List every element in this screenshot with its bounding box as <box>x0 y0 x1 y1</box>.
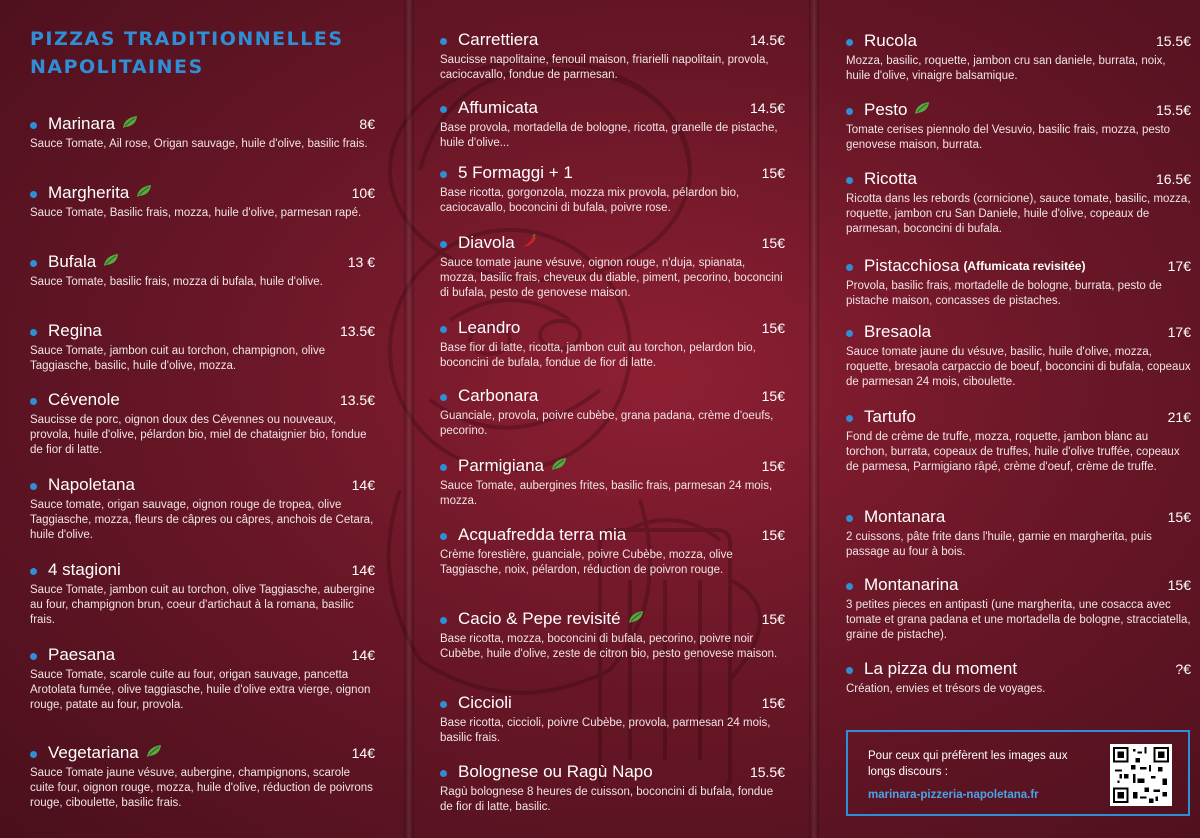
pizza-subtitle: (Affumicata revisitée) <box>963 259 1086 273</box>
leaf-icon <box>551 457 567 476</box>
menu-item <box>440 607 785 662</box>
menu-item <box>30 181 375 221</box>
pizza-price: 15€ <box>1167 509 1191 525</box>
menu-item-header <box>846 29 1191 53</box>
bullet-icon <box>30 568 37 575</box>
pizza-name: Montanarina <box>864 575 959 594</box>
menu-item-header <box>440 760 785 784</box>
pizza-name: Bresaola <box>864 322 932 341</box>
pizza-name: Bufala <box>48 252 97 271</box>
bullet-icon <box>440 38 447 45</box>
pizza-price: 15.5€ <box>1155 102 1191 118</box>
bullet-icon <box>30 751 37 758</box>
pizza-description: 3 petites pieces en antipasti (une margherita, une cosacca avec tomate et grana padana et une mortadella de bologne, stracciatella, graine de pistache). <box>846 599 1191 641</box>
bullet-icon <box>440 770 447 777</box>
menu-item-header <box>440 28 785 52</box>
pizza-price: 8€ <box>359 116 375 132</box>
pizza-price: 15€ <box>1167 577 1191 593</box>
menu-item <box>30 319 375 374</box>
pizza-price: 17€ <box>1167 258 1191 274</box>
menu-item-header <box>30 112 375 136</box>
bullet-icon <box>846 108 853 115</box>
menu-item-header <box>440 384 785 408</box>
fold-line-left <box>404 0 414 838</box>
bullet-icon <box>440 106 447 113</box>
pizza-description: Sauce Tomate, aubergines frites, basilic frais, parmesan 24 mois, mozza. <box>440 480 773 507</box>
menu-item <box>30 473 375 543</box>
bullet-icon <box>440 394 447 401</box>
bullet-icon <box>440 701 447 708</box>
pizza-name: Acquafredda terra mia <box>458 525 627 544</box>
leaf-icon <box>122 115 138 134</box>
bullet-icon <box>30 191 37 198</box>
pizza-name: Vegetariana <box>48 743 139 762</box>
pizza-description: Base provola, mortadella de bologne, ricotta, granelle de pistache, huile d'olive... <box>440 122 778 149</box>
menu-item <box>30 388 375 458</box>
section-title <box>30 25 375 81</box>
menu-item-header <box>30 181 375 205</box>
pizza-description: Sauce Tomate, Ail rose, Origan sauvage, huile d'olive, basilic frais. <box>30 138 368 150</box>
pizza-name: Pesto <box>864 100 908 119</box>
pizza-price: 15€ <box>761 458 785 474</box>
menu-item <box>30 250 375 290</box>
menu-item-header <box>440 607 785 631</box>
pizza-price: 16.5€ <box>1155 171 1191 187</box>
pizza-name: La pizza du moment <box>864 659 1018 678</box>
pizza-description: 2 cuissons, pâte frite dans l'huile, garnie en margherita, puis passage au four à bois. <box>846 531 1152 558</box>
pizza-description: Saucisse de porc, oignon doux des Cévennes ou nouveaux, provola, huile d'olive, pélardon bio, miel de chataignier bio, fondue de fior di latte. <box>30 414 367 456</box>
menu-item <box>846 505 1191 560</box>
pizza-name: Carbonara <box>458 386 539 405</box>
menu-item-header <box>846 505 1191 529</box>
menu-item <box>846 254 1191 309</box>
bullet-icon <box>440 171 447 178</box>
pizza-price: 15€ <box>761 165 785 181</box>
pizza-price: 14€ <box>351 647 375 663</box>
pizza-description: Crème forestière, guanciale, poivre Cubèbe, mozza, olive Taggiasche, noix, pélardon, réduction de poivron rouge. <box>440 549 733 576</box>
pizza-price: 21€ <box>1167 409 1191 425</box>
pizza-description: Saucisse napolitaine, fenouil maison, friarielli napolitain, provola, caciocavallo, fondue de parmesan. <box>440 54 769 81</box>
pizza-description: Création, envies et trésors de voyages. <box>846 683 1046 695</box>
bullet-icon <box>440 326 447 333</box>
pizza-description: Mozza, basilic, roquette, jambon cru san daniele, burrata, noix, huile d'olive, vinaigre balsamique. <box>846 55 1166 82</box>
pizza-description: Fond de crème de truffe, mozza, roquette, jambon blanc au torchon, burrata, copeaux de truffes, huile d'olive truffée, copeaux de parmesa, Parmigiano râpé, crème d'oeuf, crème de truffe. <box>846 431 1180 473</box>
menu-item-header <box>30 558 375 582</box>
menu-item <box>440 96 785 151</box>
pizza-price: 10€ <box>351 185 375 201</box>
menu-item-header <box>440 454 785 478</box>
bullet-icon <box>440 533 447 540</box>
menu-item <box>30 643 375 713</box>
pizza-price: 15€ <box>761 235 785 251</box>
bullet-icon <box>440 464 447 471</box>
menu-column-1 <box>30 0 375 809</box>
bullet-icon <box>846 667 853 674</box>
pizza-price: 13.5€ <box>339 392 375 408</box>
bullet-icon <box>846 415 853 422</box>
menu-item-header <box>846 254 1191 278</box>
pizza-price: 14€ <box>351 477 375 493</box>
menu-item <box>440 28 785 83</box>
menu-item <box>440 161 785 216</box>
bullet-icon <box>30 122 37 129</box>
qr-code-icon[interactable] <box>1110 744 1172 806</box>
pizza-name: Ciccioli <box>458 693 512 712</box>
pizza-description: Ragù bolognese 8 heures de cuisson, boconcini di bufala, fondue de fior di latte, basilic. <box>440 786 774 813</box>
pizza-name: Regina <box>48 321 102 340</box>
section-title-line1: PIZZAS TRADITIONNELLES <box>30 28 344 50</box>
pizza-price: 15€ <box>761 611 785 627</box>
website-link[interactable]: marinara-pizzeria-napoletana.fr <box>868 789 1039 801</box>
pizza-price: 15.5€ <box>1155 33 1191 49</box>
pizza-description: Sauce tomate jaune du vésuve, basilic, huile d'olive, mozza, roquette, bresaola carpaccio de boeuf, boconcini di bufala, copeaux de parmesan 24 mois, ciboulette. <box>846 346 1191 388</box>
pizza-description: Ricotta dans les rebords (cornicione), sauce tomate, basilic, mozza, roquette, jambon cru San Daniele, huile d'olive, copeaux de parmesan, boconcini di bufala. <box>846 193 1191 235</box>
bullet-icon <box>846 39 853 46</box>
pizza-description: Provola, basilic frais, mortadelle de bologne, burrata, pesto de pistache maison, concasses de pistaches. <box>846 280 1162 307</box>
menu-item-header <box>846 98 1191 122</box>
pizza-price: 15.5€ <box>749 764 785 780</box>
menu-item-header <box>440 231 785 255</box>
pizza-price: 15€ <box>761 527 785 543</box>
menu-item-header <box>440 161 785 185</box>
pizza-price: 14€ <box>351 562 375 578</box>
leaf-icon <box>914 101 930 120</box>
pizza-name: Pistacchiosa <box>864 256 960 275</box>
menu-item-header <box>30 250 375 274</box>
menu-item-header <box>30 388 375 412</box>
pizza-price: 15€ <box>761 695 785 711</box>
pizza-price: 17€ <box>1167 324 1191 340</box>
bullet-icon <box>30 260 37 267</box>
bullet-icon <box>846 583 853 590</box>
leaf-icon <box>146 744 162 763</box>
menu-item <box>30 558 375 628</box>
bullet-icon <box>440 241 447 248</box>
pizza-name: 5 Formaggi + 1 <box>458 163 573 182</box>
pizza-description: Sauce Tomate, basilic frais, mozza di bufala, huile d'olive. <box>30 276 323 288</box>
menu-item-header <box>440 96 785 120</box>
menu-item-header <box>30 319 375 343</box>
pizza-description: Base ricotta, ciccioli, poivre Cubèbe, provola, parmesan 24 mois, basilic frais. <box>440 717 771 744</box>
menu-item <box>440 691 785 746</box>
pizza-name: Napoletana <box>48 475 135 494</box>
pizza-description: Sauce Tomate, Basilic frais, mozza, huile d'olive, parmesan rapé. <box>30 207 362 219</box>
pizza-description: Tomate cerises piennolo del Vesuvio, basilic frais, mozza, pesto genovese maison, burrata. <box>846 124 1171 151</box>
pizza-name: Affumicata <box>458 98 539 117</box>
menu-item <box>440 523 785 578</box>
leaf-icon <box>136 184 152 203</box>
menu-item-header <box>440 691 785 715</box>
pizza-price: 15€ <box>761 388 785 404</box>
bullet-icon <box>846 177 853 184</box>
bullet-icon <box>440 617 447 624</box>
menu-item-header <box>846 573 1191 597</box>
menu-item-header <box>440 523 785 547</box>
menu-item <box>440 760 785 815</box>
bullet-icon <box>30 329 37 336</box>
bullet-icon <box>846 515 853 522</box>
menu-item-header <box>846 320 1191 344</box>
qr-caption: Pour ceux qui préfèrent les images aux longs discours : <box>868 750 1068 778</box>
menu-item-header <box>440 316 785 340</box>
menu-item <box>846 320 1191 390</box>
pizza-name: 4 stagioni <box>48 560 121 579</box>
bullet-icon <box>30 398 37 405</box>
menu-item <box>440 231 785 301</box>
pizza-price: 14€ <box>351 745 375 761</box>
pizza-price: 13 € <box>347 254 375 270</box>
leaf-icon <box>103 253 119 272</box>
menu-item <box>846 657 1191 697</box>
pizza-name: Carrettiera <box>458 30 539 49</box>
chili-icon <box>522 234 538 253</box>
pizza-name: Montanara <box>864 507 946 526</box>
menu-item <box>846 573 1191 643</box>
menu-item-header <box>846 657 1191 681</box>
pizza-description: Sauce Tomate, scarole cuite au four, origan sauvage, pancetta Arotolata fumée, olive taggiasche, huile d'olive extra vierge, oignon rouge, patate au four, provola. <box>30 669 371 711</box>
pizza-description: Base ricotta, mozza, boconcini di bufala, pecorino, poivre noir Cubèbe, huile d'olive, zeste de citron bio, pesto genovese maison. <box>440 633 778 660</box>
pizza-price: ?€ <box>1175 661 1191 677</box>
pizza-name: Margherita <box>48 183 130 202</box>
pizza-price: 15€ <box>761 320 785 336</box>
pizza-name: Cacio & Pepe revisité <box>458 609 621 628</box>
menu-item-header <box>30 473 375 497</box>
pizza-name: Cévenole <box>48 390 120 409</box>
bullet-icon <box>846 330 853 337</box>
pizza-name: Leandro <box>458 318 521 337</box>
bullet-icon <box>846 264 853 271</box>
menu-item-header <box>30 741 375 765</box>
section-title-line2: NAPOLITAINES <box>30 56 204 78</box>
pizza-description: Base fior di latte, ricotta, jambon cuit au torchon, pelardon bio, boconcini de bufala, fondue de fior di latte. <box>440 342 756 369</box>
pizza-price: 14.5€ <box>749 32 785 48</box>
pizza-name: Rucola <box>864 31 917 50</box>
pizza-name: Marinara <box>48 114 116 133</box>
qr-info-box <box>846 730 1190 816</box>
menu-item <box>30 741 375 811</box>
pizza-name: Diavola <box>458 233 515 252</box>
bullet-icon <box>30 483 37 490</box>
pizza-description: Base ricotta, gorgonzola, mozza mix provola, pélardon bio, caciocavallo, boconcini di bufala, poivre rose. <box>440 187 740 214</box>
menu-item <box>440 384 785 439</box>
menu-item-header <box>30 643 375 667</box>
menu-item <box>846 98 1191 153</box>
menu-item-header <box>846 405 1191 429</box>
menu-item <box>30 112 375 152</box>
pizza-description: Guanciale, provola, poivre cubèbe, grana padana, crème d'oeufs, pecorino. <box>440 410 774 437</box>
menu-item <box>846 167 1191 237</box>
menu-item-header <box>846 167 1191 191</box>
pizza-name: Ricotta <box>864 169 917 188</box>
pizza-price: 13.5€ <box>339 323 375 339</box>
menu-item <box>440 454 785 509</box>
pizza-name: Paesana <box>48 645 116 664</box>
pizza-description: Sauce Tomate jaune vésuve, aubergine, champignons, scarole cuite four, oignon rouge, mozza, huile d'olive, réduction de poivrons rouge, ciboulette, basilic frais. <box>30 767 373 809</box>
pizza-price: 14.5€ <box>749 100 785 116</box>
menu-item <box>846 405 1191 475</box>
leaf-icon <box>628 610 644 629</box>
pizza-description: Sauce tomate jaune vésuve, oignon rouge, n'duja, spianata, mozza, basilic frais, cheveux du diable, piment, pecorino, boconcini di bufala, pesto de genovese maison. <box>440 257 783 299</box>
fold-line-right <box>809 0 819 838</box>
pizza-description: Sauce Tomate, jambon cuit au torchon, olive Taggiasche, aubergine au four, champignon brun, coeur d'artichaut à la romana, basilic frais. <box>30 584 375 626</box>
bullet-icon <box>30 653 37 660</box>
pizza-name: Bolognese ou Ragù Napo <box>458 762 653 781</box>
pizza-description: Sauce tomate, origan sauvage, oignon rouge de tropea, olive Taggiasche, mozza, fleurs de câpres ou câpres, anchois de Cetara, huile d'olive. <box>30 499 374 541</box>
pizza-name: Tartufo <box>864 407 916 426</box>
pizza-description: Sauce Tomate, jambon cuit au torchon, champignon, olive Taggiasche, basilic, huile d'olive, mozza. <box>30 345 326 372</box>
menu-item <box>846 29 1191 84</box>
menu-item <box>440 316 785 371</box>
pizza-name: Parmigiana <box>458 456 544 475</box>
